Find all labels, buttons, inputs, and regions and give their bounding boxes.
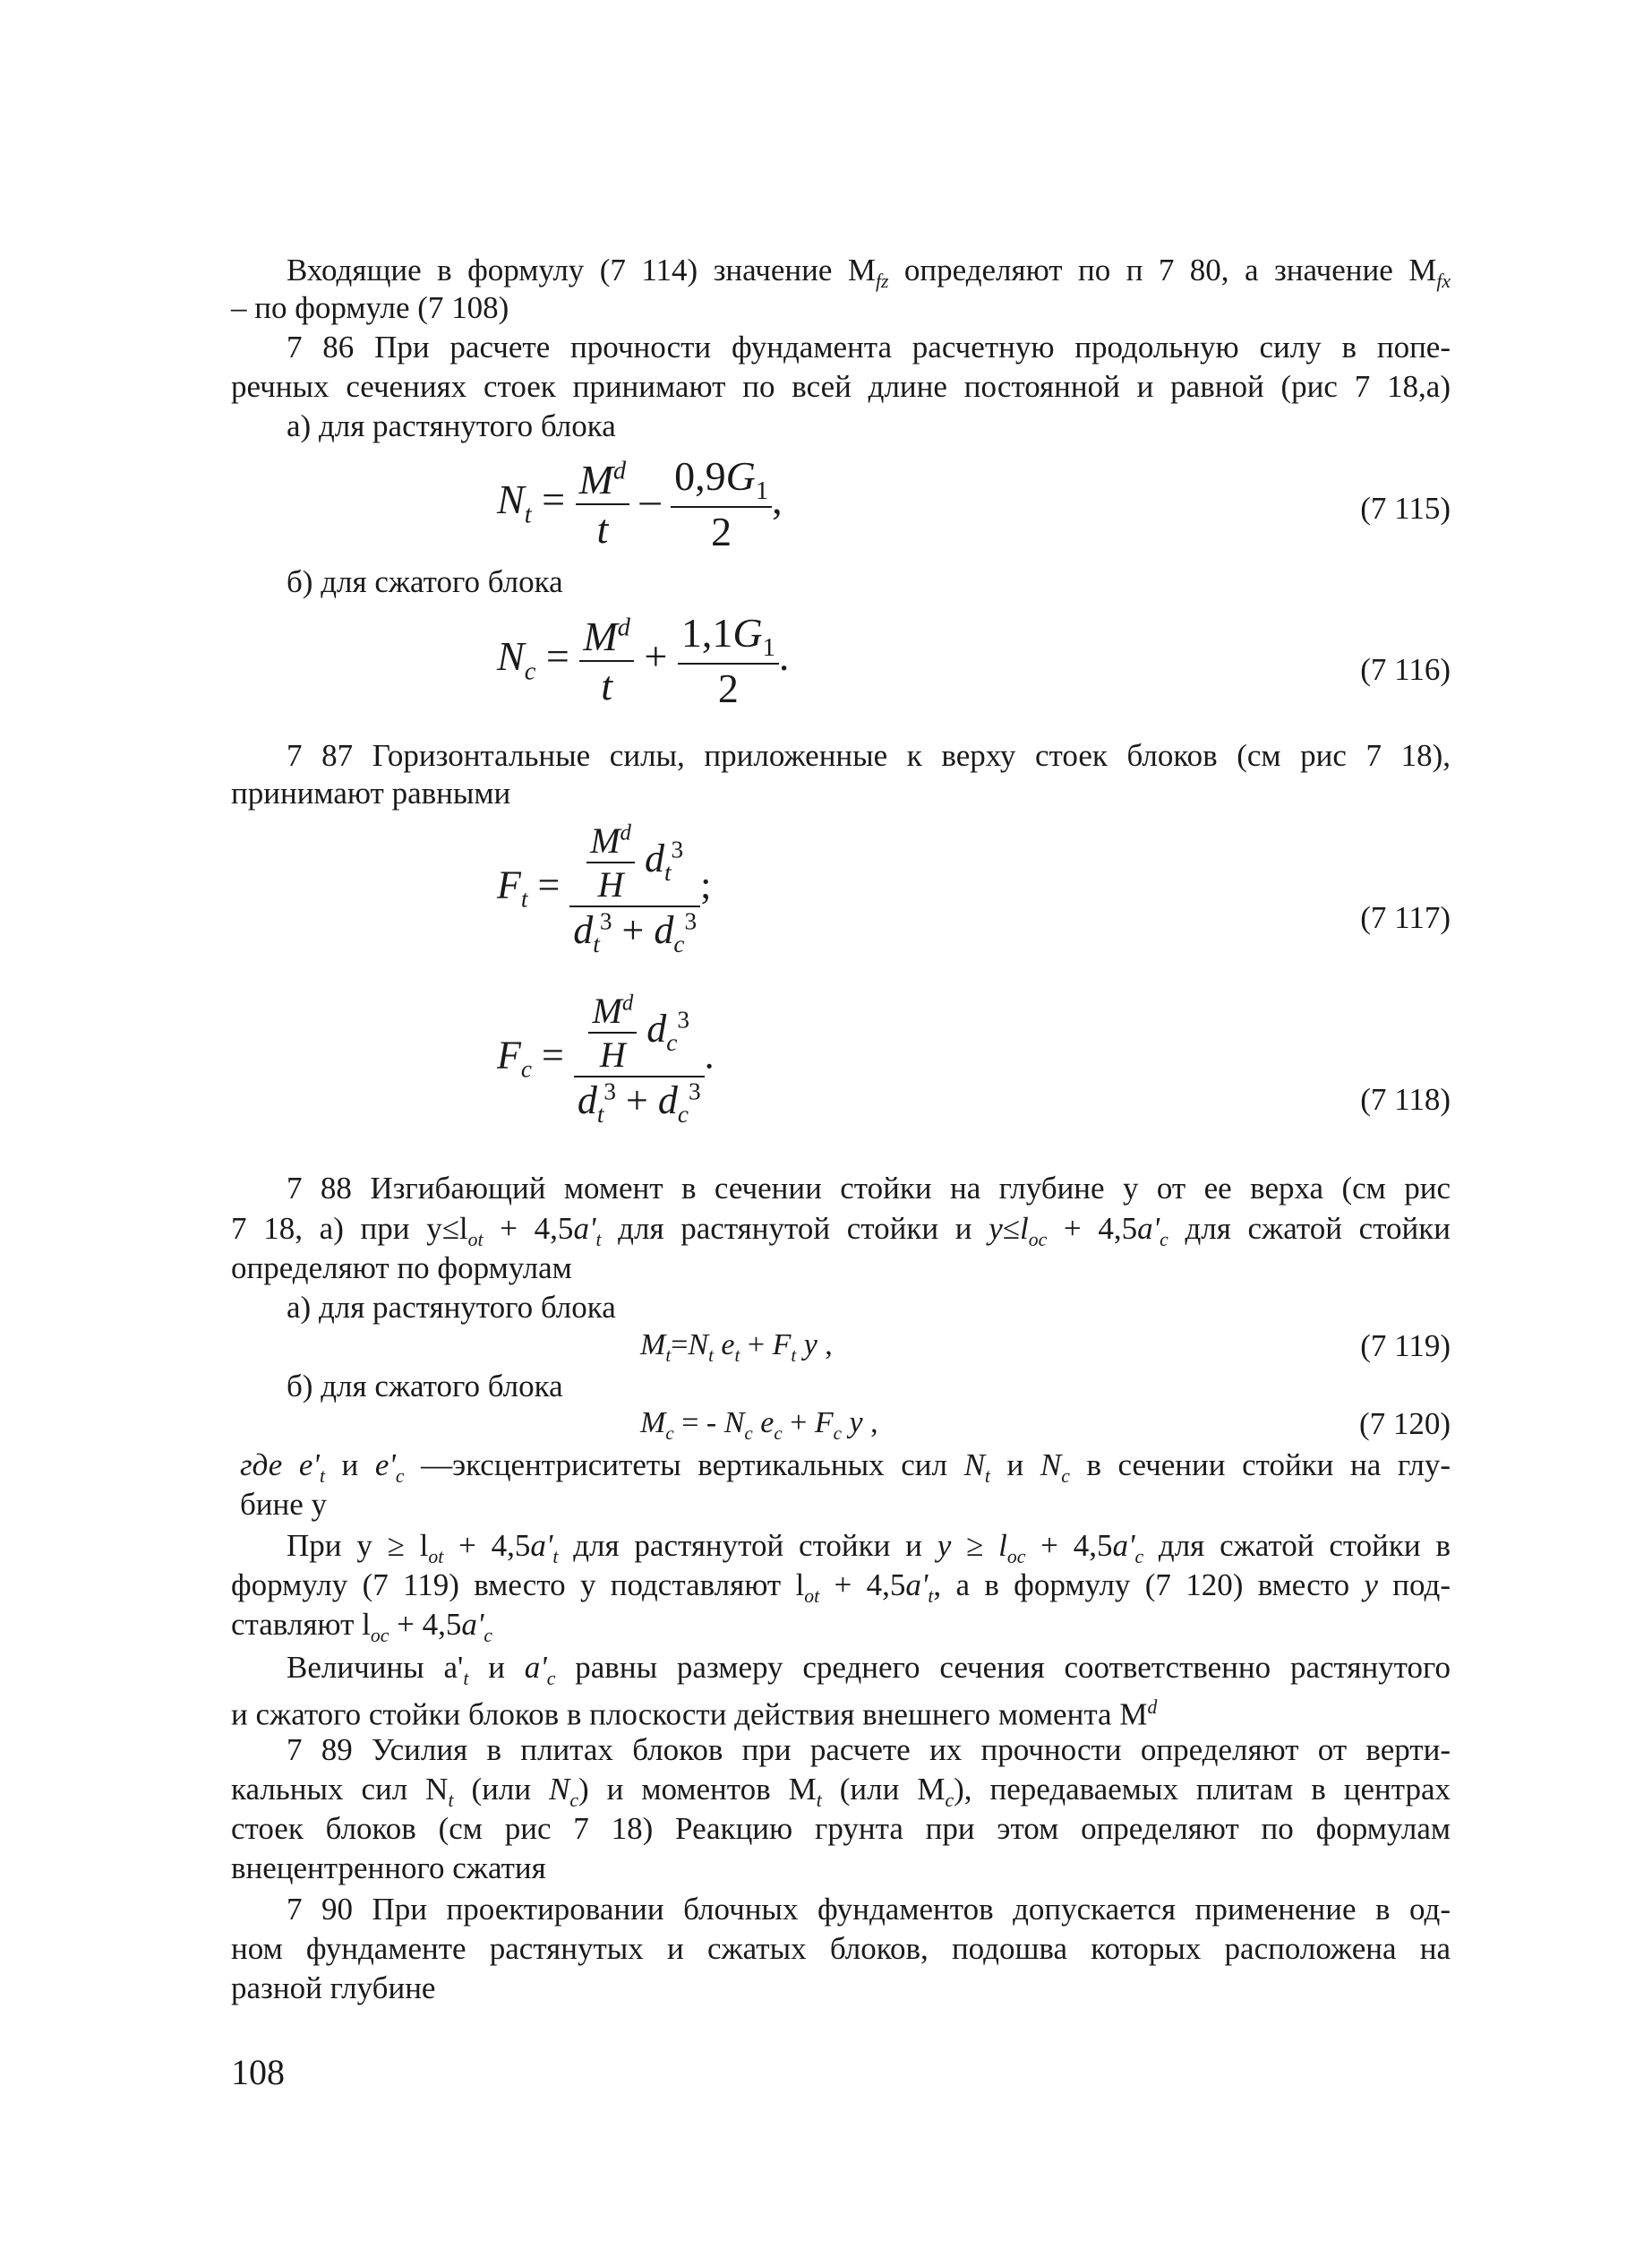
text-segment: Входящие в формулу (7 114) значение M xyxy=(287,253,876,288)
equation-number: (7 118) xyxy=(1360,1082,1451,1117)
text-line: Входящие в формулу (7 114) значение $M_{fz}$ определяют по п 7 80, а значение $M_{fx}$ xyxy=(287,253,1451,292)
equation-number: (7 116) xyxy=(1360,652,1451,687)
text-line: ставляют $l_{oc} + 4,5a'_c$ xyxy=(231,1607,493,1646)
equation-7-119: $M_t=N_t$ $e_t + F_t$ y , xyxy=(640,1328,833,1366)
text-line: принимают равными xyxy=(231,776,511,811)
text-segment: кальных сил N xyxy=(231,1772,449,1807)
equation-number: (7 115) xyxy=(1360,491,1451,526)
text-line: и сжатого стойки блоков в плоскости действия внешнего момента $M^d$ xyxy=(231,1696,1158,1732)
text-line: – по формуле (7 108) xyxy=(231,290,509,325)
text-segment: При y ≥ l xyxy=(287,1528,429,1563)
text-segment: и сжатого стойки блоков в плоскости действия внешнего момента M xyxy=(231,1696,1148,1732)
equation-7-118: $F_c$ = $\frac{M^d}{H}$ $d_c^3$ $d_t^3 + d_c^3$ . xyxy=(497,991,715,1128)
text-line: б) для сжатого блока xyxy=(287,1369,563,1403)
text-line: ном фундаменте растянутых и сжатых блоков, подошва которых расположена на xyxy=(231,1931,1451,1966)
text-segment: где e' xyxy=(240,1447,320,1482)
equation-7-117: $F_t$ = $\frac{M^d}{H}$ $d_t^3$ $d_t^3 + d_c^3$ ; xyxy=(497,820,712,957)
text-line: 7 86 При расчете прочности фундамента расчетную продольную силу в попе- xyxy=(287,330,1451,365)
text-line: 7 18, а) при $y\le l_{ot} + 4,5a'_t$ для растянутой стойки и $y\le l_{oc} + 4,5a'_c$ для сжатой стойки xyxy=(231,1211,1451,1250)
equation-number: (7 117) xyxy=(1360,900,1451,935)
text-line: речных сечениях стоек принимают по всей длине постоянной и равной (рис 7 18,а) xyxy=(231,369,1451,404)
text-line: При $y \ge l_{ot} + 4,5a'_t$ для растянутой стойки и $y \ge l_{oc} + 4,5a'_c$ для сжатой стойки в xyxy=(287,1528,1451,1567)
equation-7-116: $N_c$ = $\frac{M^d}{t}$ + $\frac{1,1G_1}{2}$ . xyxy=(497,610,790,712)
text-line: 7 89 Усилия в плитах блоков при расчете их прочности определяют от верти- xyxy=(287,1732,1451,1767)
text-line: стоек блоков (см рис 7 18) Реакцию грунта при этом определяют по формулам xyxy=(231,1811,1451,1846)
text-line: разной глубине xyxy=(231,1970,436,2005)
text-line: 7 87 Горизонтальные силы, приложенные к верху стоек блоков (см рис 7 18), xyxy=(287,738,1451,773)
equation-7-120: $M_c$ = - $N_c$ $e_c + F_c$ y , xyxy=(640,1406,878,1444)
equation-number: (7 119) xyxy=(1360,1328,1451,1363)
text-segment: Величины a' xyxy=(287,1650,464,1685)
text-segment: формулу (7 119) вместо y подставляют l xyxy=(231,1567,805,1602)
text-line: б) для сжатого блока xyxy=(287,564,563,599)
text-line: внецентренного сжатия xyxy=(231,1850,546,1885)
text-line: бине y xyxy=(240,1487,328,1522)
equation-7-115: $N_t$ = $\frac{M^d}{t}$ – $\frac{0,9G_1}{2}$ , xyxy=(497,453,783,555)
text-line: определяют по формулам xyxy=(231,1250,572,1285)
text-line: 7 90 При проектировании блочных фундаментов допускается применение в од- xyxy=(287,1892,1451,1927)
text-line: 7 88 Изгибающий момент в сечении стойки на глубине y от ее верха (см рис xyxy=(287,1171,1451,1206)
text-line: формулу (7 119) вместо y подставляют $l_{ot} + 4,5a'_t$, а в формулу (7 120) вместо y под- xyxy=(231,1567,1451,1607)
equation-number: (7 120) xyxy=(1358,1406,1451,1441)
text-line: кальных сил $N_t$ (или $N_c$) и моментов $M_t$ (или $M_c$), передаваемых плитам в центрах xyxy=(231,1772,1451,1811)
text-segment: 7 18, а) при y≤l xyxy=(231,1211,468,1246)
text-segment: определяют по п 7 80, а значение M xyxy=(888,253,1437,288)
text-line: Величины $a'_t$ и $a'_c$ равны размеру среднего сечения соответственно растянутого xyxy=(287,1650,1451,1689)
text-line: а) для растянутого блока xyxy=(287,408,616,443)
text-line: а) для растянутого блока xyxy=(287,1290,616,1325)
text-line: где $e'_t$ и $e'_c$ —эксцентриситеты вертикальных сил $N_t$ и $N_c$ в сечении стойки на глу- xyxy=(240,1447,1451,1487)
page-number: 108 xyxy=(231,2052,285,2092)
text-segment: ставляют l xyxy=(231,1607,371,1642)
